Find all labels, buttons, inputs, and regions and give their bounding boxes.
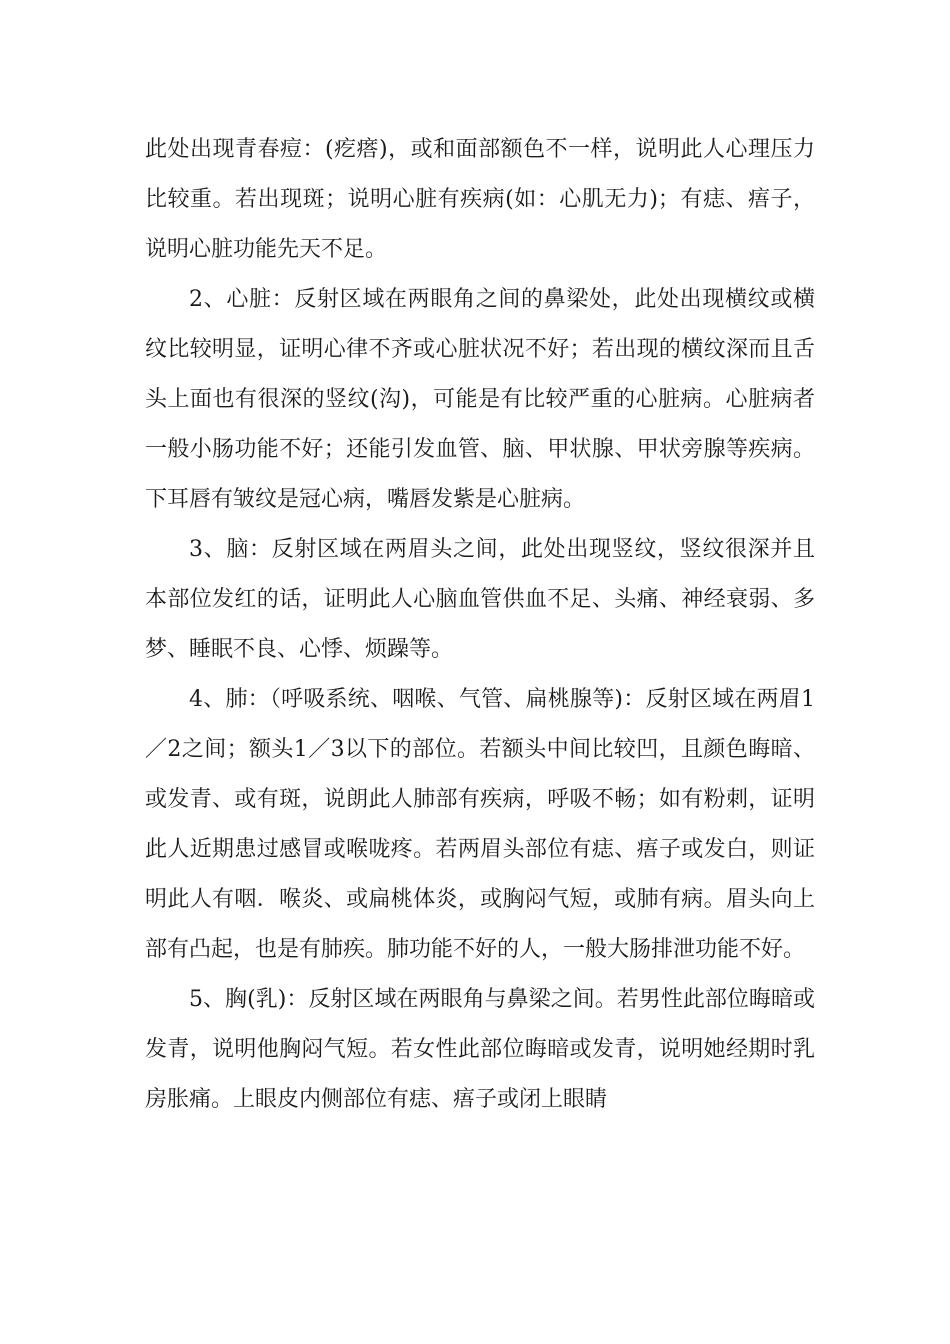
paragraph-chest: 5、胸(乳)：反射区域在两眼角与鼻梁之间。若男性此部位晦暗或发青，说明他胸闷气短。若女性此部位晦暗或发青，说明她经期时乳房胀痛。上眼皮内侧部位有痣、痦子或闭上眼睛	[145, 987, 815, 1112]
paragraph-brain: 3、脑：反射区域在两眉头之间，此处出现竖纹，竖纹很深并且本部位发红的话，证明此人心脑血管供血不足、头痛、神经衰弱、多梦、睡眠不良、心悸、烦躁等。	[145, 537, 815, 662]
paragraph-lung: 4、肺：（呼吸系统、咽喉、气管、扁桃腺等)：反射区域在两眉1／2之间；额头1／3以下的部位。若额头中间比较凹，且颜色晦暗、或发青、或有斑，说朗此人肺部有疾病，呼吸不畅；如有粉刺，证明此人近期患过感冒或喉咙疼。若两眉头部位有痣、痦子或发白，则证明此人有咽．喉炎、或扁桃体炎，或胸闷气短，或肺有病。眉头向上部有凸起，也是有肺疾。肺功能不好的人，一般大肠排泄功能不好。	[145, 687, 815, 962]
document-body	[145, 125, 815, 1125]
paragraph-intro: 此处出现青春痘：(疙瘩)，或和面部额色不一样，说明此人心理压力比较重。若出现斑；说明心脏有疾病(如：心肌无力)；有痣、痦子，说明心脏功能先天不足。	[145, 137, 815, 262]
paragraph-heart: 2、心脏：反射区域在两眼角之间的鼻梁处，此处出现横纹或横纹比较明显，证明心律不齐或心脏状况不好；若出现的横纹深而且舌头上面也有很深的竖纹(沟)，可能是有比较严重的心脏病。心脏病者一般小肠功能不好；还能引发血管、脑、甲状腺、甲状旁腺等疾病。下耳唇有皱纹是冠心病，嘴唇发紫是心脏病。	[145, 287, 815, 512]
